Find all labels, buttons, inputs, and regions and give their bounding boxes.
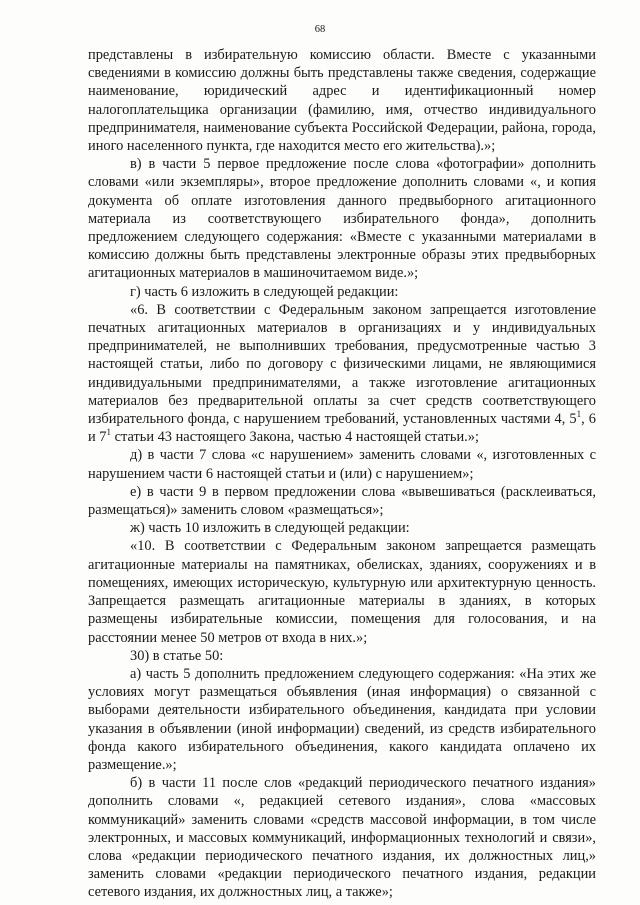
paragraph-item-g: г) часть 6 изложить в следующей редакции: [130,283,399,300]
paragraph-part-6-text [88,301,596,447]
superscript-2: 1 [106,427,111,438]
superscript-1: 1 [576,409,582,420]
document-body [88,46,596,902]
paragraph-item-b: б) в части 11 после слов «редакций периодического печатного издания» дополнить словами «, редакцией сетевого издания», слова «массовых коммуникаций» заменить словами «средств массовой информации, в том числе электронных, и массовых коммуникаций, информационных технологий и связи», слова «редакции периодического печатного издания, их должностных лиц,» заменить словами «редакции периодического печатного издания, редакции сетевого издания, их должностных лиц, а также»; [88,775,596,901]
part-6-text-after: статьи 43 настоящего Закона, частью 4 настоящей статьи.»; [111,429,479,446]
paragraph-part-10-text: «10. В соответствии с Федеральным законом запрещается размещать агитационные материалы на памятниках, обелисках, зданиях, сооружениях и в помещениях, имеющих историческую, культурную или архитектурную ценность. Запрещается размещать агитационные материалы в зданиях, в которых размещены избирательные комиссии, помещения для голосования, и на расстоянии менее 50 метров от входа в них.»; [88,538,596,646]
paragraph-item-d: д) в части 7 слова «с нарушением» заменить словами «, изготовленных с нарушением части 6 настоящей статьи и (или) с нарушением»; [88,447,596,482]
paragraph-item-30: 30) в статье 50: [130,647,224,664]
paragraph-item-zh: ж) часть 10 изложить в следующей редакции: [130,520,410,537]
paragraph-item-a: а) часть 5 дополнить предложением следующего содержания: «На этих же условиях могут размещаться объявления (иная информация) о связанной с выборами деятельности избирательного объединения, кандидата при условии указания в объявлении (иной информации) сведений, из средств избирательного фонда какого избирательного объединения, какого кандидата оплачено их размещение.»; [88,665,596,773]
part-6-text-middle: , 6 и 7 [88,411,596,446]
page-number: 68 [314,24,326,35]
paragraph-item-v: в) в части 5 первое предложение после слова «фотографии» дополнить словами «или экземпляры», второе предложение дополнить словами «, и копия документа об оплате изготовления данного предвыборного агитационного материала из соответствующего избирательного фонда», дополнить предложением следующего содержания: «Вместе с указанными материалами в комиссию должны быть представлены электронные образы этих предвыборных агитационных материалов в машиночитаемом виде.»; [88,156,596,282]
paragraph-continuation: представлены в избирательную комиссию области. Вместе с указанными сведениями в комиссию должны быть представлены также сведения, содержащие наименование, юридический адрес и идентификационный номер налогоплательщика организации (фамилию, имя, отчество индивидуального предпринимателя, наименование субъекта Российской Федерации, района, города, иного населенного пункта, где находится место его жительства).»; [88,47,596,155]
part-6-text-before: «6. В соответствии с Федеральным законом запрещается изготовление печатных агитационных материалов в организациях и у индивидуальных предпринимателей, не выполнивших требования, предусмотренные частью 3 настоящей статьи, либо по договору с физическими лицами, не являющимися индивидуальными предпринимателями, а также изготовление агитационных материалов без предварительной оплаты за счет средств соответствующего избирательного фонда, с нарушением требований, установленных частями 4, 5 [88,301,596,428]
paragraph-item-e: е) в части 9 в первом предложении слова «вывешиваться (расклеиваться, размещаться)» заменить словом «размещаться»; [88,483,596,519]
